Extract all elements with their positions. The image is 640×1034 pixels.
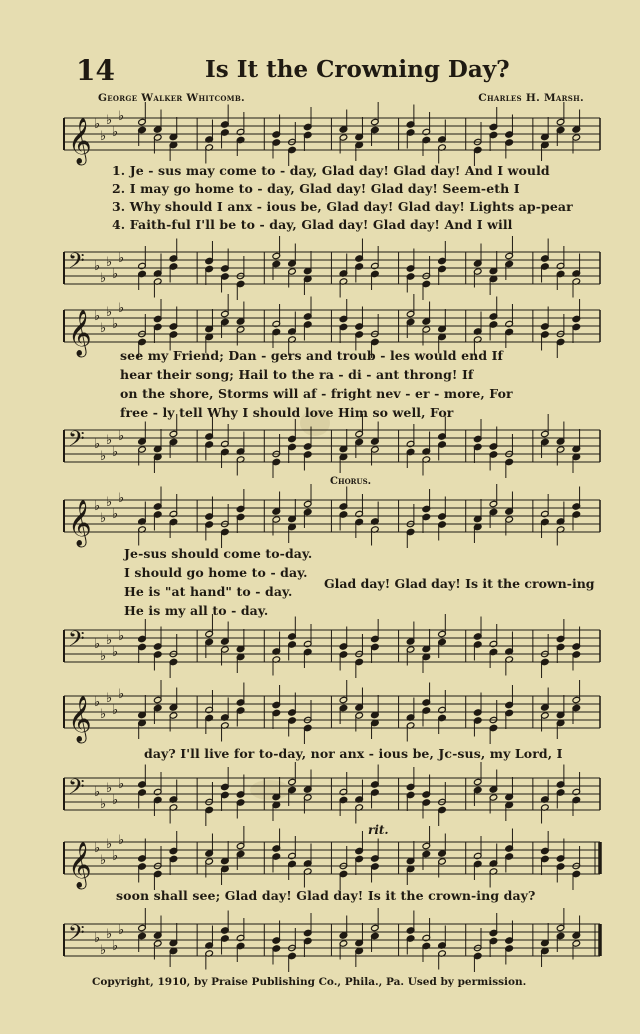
bass-staff (64, 918, 600, 978)
chorus-ending-1: Je-sus should come to-day. (124, 546, 313, 561)
svg-text:♭: ♭ (112, 793, 119, 808)
svg-text:♭: ♭ (112, 939, 119, 954)
svg-text:𝄞: 𝄞 (68, 842, 92, 888)
svg-text:♭: ♭ (112, 317, 119, 332)
bass-staff (64, 624, 600, 684)
svg-text:♭: ♭ (100, 321, 107, 336)
verse-4-line-2: free - ly tell Why I should love Him so well, For (120, 405, 454, 420)
chorus-line-4: day? I'll live for to-day, nor anx - ious be, Jc-sus, my Lord, I (144, 746, 563, 761)
svg-text:♭: ♭ (118, 629, 125, 644)
bass-staff (64, 246, 600, 306)
svg-text:♭: ♭ (112, 125, 119, 140)
svg-text:♭: ♭ (94, 695, 101, 710)
tempo-marking: rit. (368, 823, 389, 837)
svg-text:♭: ♭ (118, 687, 125, 702)
svg-text:♭: ♭ (118, 301, 125, 316)
svg-text:♭: ♭ (112, 507, 119, 522)
svg-text:𝄢: 𝄢 (68, 775, 85, 805)
bass-staff (64, 772, 600, 832)
svg-text:♭: ♭ (118, 429, 125, 444)
music-system-4 (64, 686, 600, 816)
hymn-title: Is It the Crowning Day? (205, 56, 510, 83)
bass-staff (64, 424, 600, 484)
music-system-2 (64, 300, 600, 480)
svg-text:♭: ♭ (112, 445, 119, 460)
svg-text:𝄞: 𝄞 (68, 500, 92, 546)
svg-text:♭: ♭ (118, 833, 125, 848)
chorus-ending-2: I should go home to - day. (124, 565, 308, 580)
svg-text:♭: ♭ (100, 649, 107, 664)
svg-text:♭: ♭ (94, 117, 101, 132)
svg-text:♭: ♭ (112, 267, 119, 282)
svg-text:𝄢: 𝄢 (68, 249, 85, 279)
chorus-line-5: soon shall see; Glad day! Glad day! Is it the crown-ing day? (116, 888, 536, 903)
svg-text:♭: ♭ (106, 927, 113, 942)
verse-4-line-1: 4. Faith-ful I'll be to - day, Glad day! Glad day! And I will (112, 217, 513, 232)
svg-text:♭: ♭ (100, 449, 107, 464)
chorus-refrain: Glad day! Glad day! Is it the crown-ing (324, 576, 595, 591)
svg-text:𝄞: 𝄞 (68, 696, 92, 742)
svg-text:♭: ♭ (100, 707, 107, 722)
svg-text:♭: ♭ (94, 841, 101, 856)
svg-text:♭: ♭ (106, 255, 113, 270)
music-system-5 (64, 832, 600, 972)
svg-text:♭: ♭ (106, 433, 113, 448)
svg-text:♭: ♭ (100, 511, 107, 526)
svg-text:♭: ♭ (112, 645, 119, 660)
svg-text:♭: ♭ (94, 437, 101, 452)
svg-text:♭: ♭ (118, 923, 125, 938)
verse-1-line-2: see my Friend; Dan - gers and troub - les would end If (120, 348, 504, 363)
svg-text:♭: ♭ (118, 777, 125, 792)
svg-text:♭: ♭ (94, 499, 101, 514)
chorus-ending-4: He is my all to - day. (124, 603, 269, 618)
svg-text:♭: ♭ (106, 781, 113, 796)
svg-text:♭: ♭ (94, 637, 101, 652)
svg-text:♭: ♭ (106, 837, 113, 852)
svg-text:♭: ♭ (118, 109, 125, 124)
verse-2-line-2: hear their song; Hail to the ra - di - ant throng! If (120, 367, 474, 382)
lyricist-credit: George Walker Whitcomb. (98, 92, 246, 104)
verse-2-line-1: 2. I may go home to - day, Glad day! Glad day! Seem-eth I (112, 181, 520, 196)
svg-text:♭: ♭ (94, 785, 101, 800)
svg-text:♭: ♭ (118, 251, 125, 266)
treble-staff (64, 491, 600, 554)
svg-text:♭: ♭ (106, 113, 113, 128)
chorus-label: Chorus. (330, 476, 372, 487)
svg-text:♭: ♭ (106, 691, 113, 706)
svg-text:𝄢: 𝄢 (68, 427, 85, 457)
verse-3-line-2: on the shore, Storms will af - fright nev - er - more, For (120, 386, 513, 401)
svg-text:♭: ♭ (106, 495, 113, 510)
svg-text:𝄢: 𝄢 (68, 921, 85, 951)
svg-text:♭: ♭ (100, 271, 107, 286)
copyright-notice: Copyright, 1910, by Praise Publishing Co., Phila., Pa. Used by permission. (92, 976, 527, 988)
svg-text:♭: ♭ (100, 943, 107, 958)
svg-text:♭: ♭ (100, 853, 107, 868)
music-system-1 (64, 108, 600, 288)
treble-staff (64, 687, 600, 750)
svg-text:♭: ♭ (94, 259, 101, 274)
svg-text:♭: ♭ (106, 633, 113, 648)
chorus-ending-3: He is "at hand" to - day. (124, 584, 293, 599)
verse-1-line-1: 1. Je - sus may come to - day, Glad day! Glad day! And I would (112, 163, 550, 178)
composer-credit: Charles H. Marsh. (478, 92, 584, 104)
hymn-number: 14 (76, 54, 115, 87)
svg-text:♭: ♭ (100, 129, 107, 144)
svg-text:♭: ♭ (118, 491, 125, 506)
svg-text:♭: ♭ (106, 305, 113, 320)
svg-text:♭: ♭ (100, 797, 107, 812)
svg-text:𝄢: 𝄢 (68, 627, 85, 657)
svg-text:𝄞: 𝄞 (68, 118, 92, 164)
svg-text:♭: ♭ (112, 849, 119, 864)
svg-text:♭: ♭ (94, 309, 101, 324)
treble-staff (64, 833, 600, 896)
svg-text:𝄞: 𝄞 (68, 310, 92, 356)
svg-text:♭: ♭ (112, 703, 119, 718)
svg-text:♭: ♭ (94, 931, 101, 946)
verse-3-line-1: 3. Why should I anx - ious be, Glad day! Glad day! Lights ap-pear (112, 199, 573, 214)
